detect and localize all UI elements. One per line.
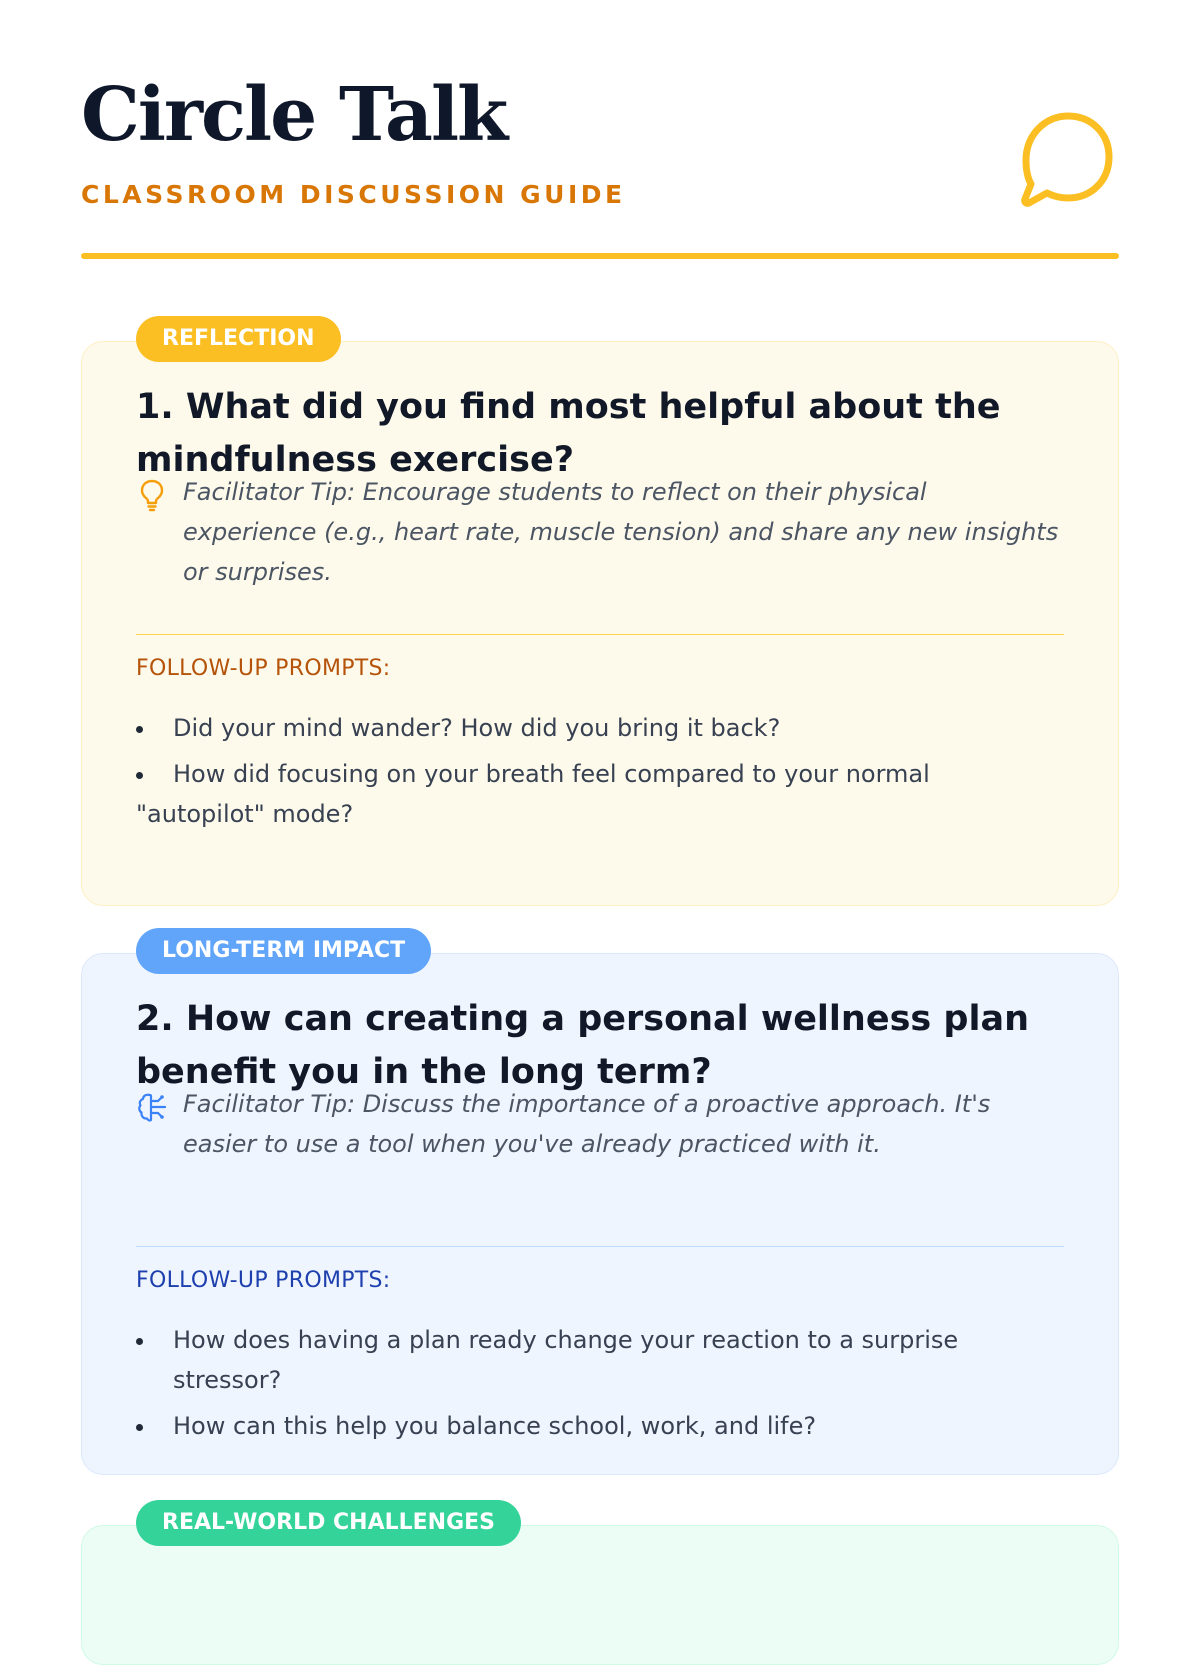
divider xyxy=(136,1246,1064,1247)
brain-icon xyxy=(136,1090,168,1124)
header-divider xyxy=(81,253,1119,259)
prompt-item: How does having a plan ready change your reaction to a surprise stressor? xyxy=(136,1320,1064,1400)
guide-header xyxy=(81,0,1119,262)
category-badge: LONG-TERM IMPACT xyxy=(136,928,431,974)
page-title: Circle Talk xyxy=(81,72,507,158)
divider xyxy=(136,634,1064,635)
question-text: 1. What did you find most helpful about the mindfulness exercise? xyxy=(136,387,1001,480)
prompt-item: How did focusing on your breath feel compared to your normal "autopilot" mode? xyxy=(136,754,1064,834)
followup-label: FOLLOW-UP PROMPTS: xyxy=(136,656,391,681)
question-card-reflection xyxy=(81,316,1119,906)
prompt-item: Did your mind wander? How did you bring it back? xyxy=(136,708,1064,748)
lightbulb-icon xyxy=(136,478,168,512)
followup-label: FOLLOW-UP PROMPTS: xyxy=(136,1268,391,1293)
tip-text: Facilitator Tip: Discuss the importance of a proactive approach. It's easier to use a tool when you've already practiced with it. xyxy=(183,1090,991,1158)
followup-prompts xyxy=(136,1320,1064,1452)
tip-text: Facilitator Tip: Encourage students to reflect on their physical experience (e.g., heart rate, muscle tension) and share any new insights or surprises. xyxy=(183,478,1059,586)
card-body xyxy=(81,1525,1119,1665)
question-text: 2. How can creating a personal wellness plan benefit you in the long term? xyxy=(136,999,1030,1092)
followup-prompts xyxy=(136,708,1064,840)
chat-bubble-icon xyxy=(1017,108,1119,210)
page-subtitle: CLASSROOM DISCUSSION GUIDE xyxy=(81,180,626,209)
category-badge: REAL-WORLD CHALLENGES xyxy=(136,1500,521,1546)
facilitator-tip xyxy=(136,472,1064,592)
question-card-long-term xyxy=(81,928,1119,1473)
prompt-item: How can this help you balance school, work, and life? xyxy=(136,1406,1064,1446)
category-badge: REFLECTION xyxy=(136,316,341,362)
facilitator-tip xyxy=(136,1084,1064,1164)
question-card-real-world xyxy=(81,1500,1119,1600)
